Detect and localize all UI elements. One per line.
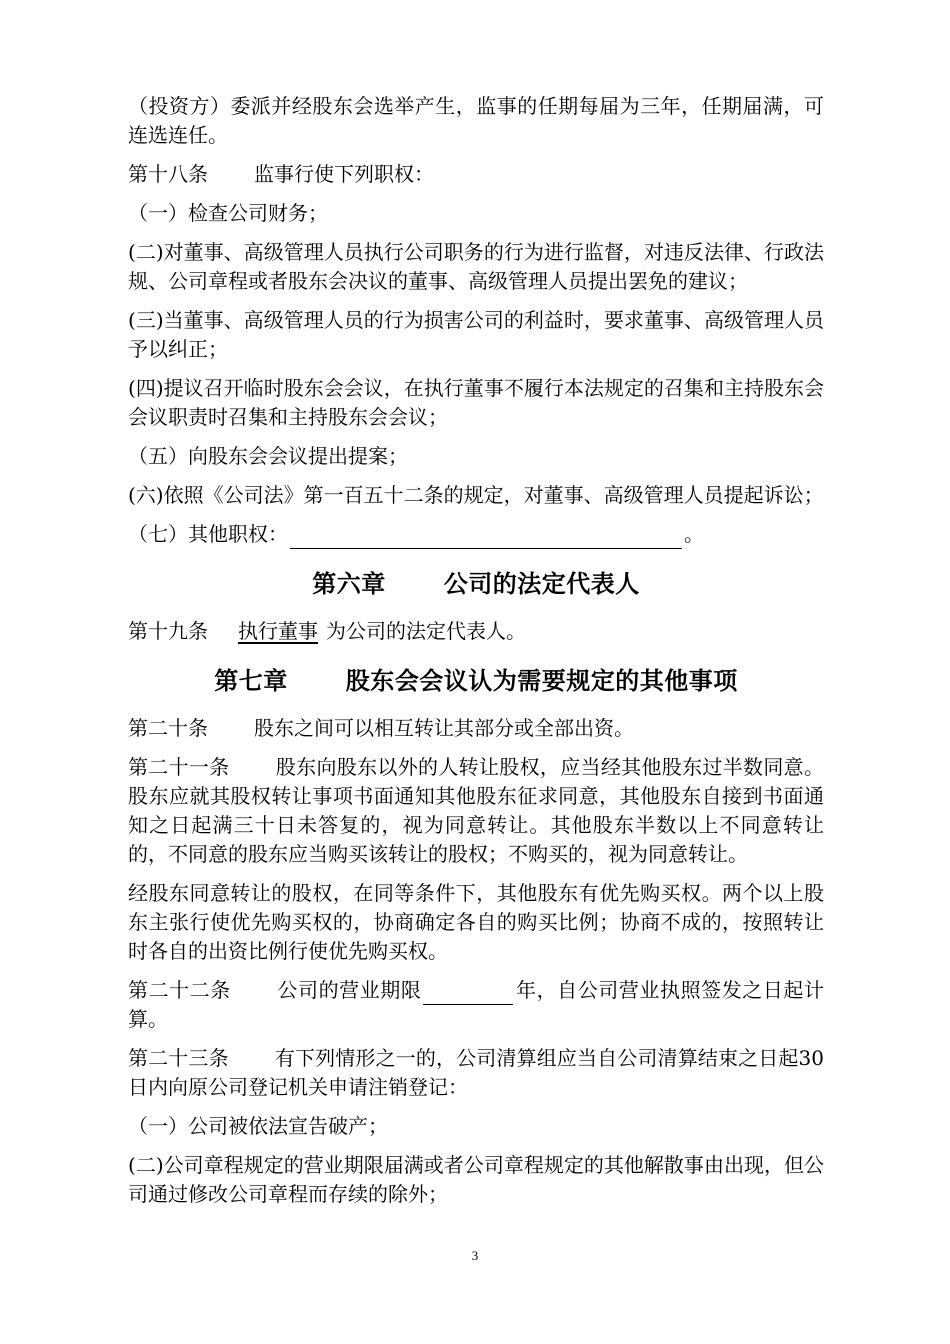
article-21-continuation: 经股东同意转让的股权，在同等条件下，其他股东有优先购买权。两个以上股东主张行使优先购买权的，协商确定各自的购买比例；协商不成的，按照转让时各自的出资比例行使优先购买权。 (128, 881, 824, 963)
power-item-2: (二)对董事、高级管理人员执行公司职务的行为进行监督，对违反法律、行政法规、公司章程或者股东会决议的董事、高级管理人员提出罢免的建议； (128, 240, 824, 293)
power-item-1: （一）检查公司财务； (128, 201, 328, 225)
deregistration-item-2: (二)公司章程规定的营业期限届满或者公司章程规定的其他解散事由出现，但公司通过修改公司章程而存续的除外； (128, 1153, 824, 1206)
page-number: 3 (471, 1248, 479, 1263)
deregistration-item-1: （一）公司被依法宣告破产； (128, 1114, 388, 1138)
fill-in-blank-other-powers[interactable] (290, 526, 682, 549)
article-18 (128, 160, 824, 189)
power-item-7 (128, 520, 824, 549)
fill-in-blank-business-term[interactable] (423, 982, 513, 1005)
article-21-label: 第二十一条 (128, 755, 230, 779)
article-22-text-before: 公司的营业期限 (276, 978, 422, 1002)
article-21 (128, 753, 824, 869)
article-20 (128, 714, 824, 743)
power-item-4: (四)提议召开临时股东会会议，在执行董事不履行本法规定的召集和主持股东会会议职责时召集和主持股东会会议； (128, 376, 824, 429)
paragraph-supervisor-term: （投资方）委派并经股东会选举产生，监事的任期每届为三年，任期届满，可连选连任。 (128, 94, 824, 147)
document-page (128, 92, 824, 1219)
power-item-6: (六)依照《公司法》第一百五十二条的规定，对董事、高级管理人员提起诉讼； (128, 483, 824, 507)
article-22-text-after: 年，自公司营业执照签发之日起计算。 (128, 978, 825, 1031)
article-21-text: 股东向股东以外的人转让股权，应当经其他股东过半数同意。股东应就其股权转让事项书面通知其他股东征求同意，其他股东自接到书面通知之日起满三十日未答复的，视为同意转让。其他股东半数以上不同意转让的，不同意的股东应当购买该转让的股权；不购买的，视为同意转让。 (128, 755, 824, 866)
power-item-7-end: 。 (684, 522, 704, 546)
article-22-label: 第二十二条 (128, 978, 231, 1002)
power-item-5: （五）向股东会会议提出提案； (128, 444, 408, 468)
chapter-6-heading (128, 567, 824, 601)
article-20-text: 股东之间可以相互转让其部分或全部出资。 (254, 716, 634, 740)
article-19-text: 为公司的法定代表人。 (326, 619, 526, 643)
article-23-text: 有下列情形之一的，公司清算组应当自公司清算结束之日起30日内向原公司登记机关申请注销登记： (128, 1046, 825, 1099)
chapter-6-title: 公司的法定代表人 (443, 569, 640, 598)
article-20-label: 第二十条 (128, 716, 208, 740)
chapter-7-number: 第七章 (214, 666, 288, 695)
chapter-6-number: 第六章 (312, 569, 386, 598)
power-item-7-label: （七）其他职权： (128, 522, 288, 546)
power-item-3: (三)当董事、高级管理人员的行为损害公司的利益时，要求董事、高级管理人员予以纠正； (128, 308, 824, 361)
chapter-7-title: 股东会会议认为需要规定的其他事项 (345, 666, 738, 695)
article-19-filled-blank: 执行董事 (238, 619, 318, 643)
article-22 (128, 976, 824, 1034)
article-18-text: 监事行使下列职权： (254, 162, 434, 186)
article-18-label: 第十八条 (128, 162, 208, 186)
article-23-label: 第二十三条 (128, 1046, 229, 1070)
article-23 (128, 1044, 824, 1102)
article-19 (128, 617, 824, 646)
chapter-7-heading (128, 664, 824, 698)
article-19-label: 第十九条 (128, 619, 208, 643)
